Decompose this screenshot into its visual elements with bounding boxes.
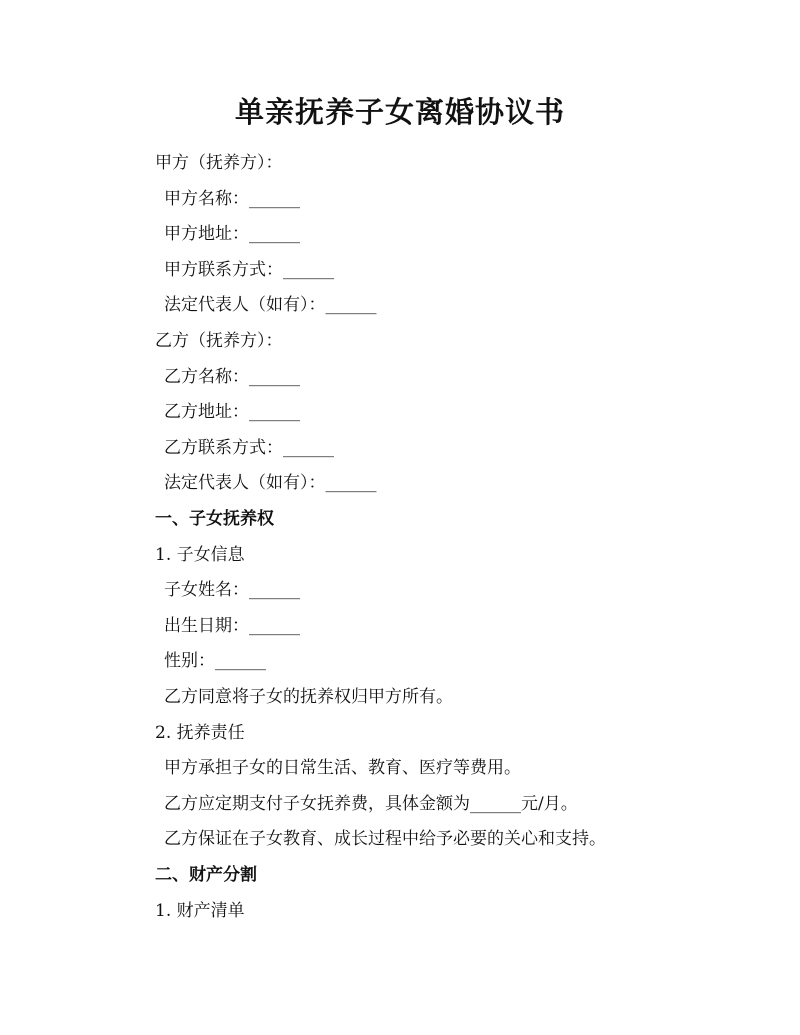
party-b-name: 乙方名称：______ [164, 367, 300, 387]
party-b-contact: 乙方联系方式：______ [164, 438, 334, 458]
custody-statement: 乙方同意将子女的抚养权归甲方所有。 [164, 687, 453, 707]
party-b-heading: 乙方（抚养方）： [155, 331, 283, 351]
party-a-name: 甲方名称：______ [164, 189, 300, 209]
party-a-address: 甲方地址：______ [164, 224, 300, 244]
section1-heading: 一、子女抚养权 [155, 509, 274, 529]
party-a-legal-rep: 法定代表人（如有）：______ [164, 295, 377, 315]
responsibility-item-1: 甲方承担子女的日常生活、教育、医疗等费用。 [164, 758, 521, 778]
section2-sub1-heading: 1. 财产清单 [155, 901, 245, 921]
responsibility-item-3: 乙方保证在子女教育、成长过程中给予必要的关心和支持。 [164, 829, 606, 849]
document-title: 单亲抚养子女离婚协议书 [234, 95, 565, 129]
section1-sub2-heading: 2. 抚养责任 [155, 723, 245, 743]
party-a-contact: 甲方联系方式：______ [164, 260, 334, 280]
child-gender: 性别：______ [164, 651, 266, 671]
child-birth-date: 出生日期：______ [164, 616, 300, 636]
section2-heading: 二、财产分割 [155, 865, 257, 885]
child-name: 子女姓名：______ [164, 580, 300, 600]
section1-sub1-heading: 1. 子女信息 [155, 545, 245, 565]
party-b-legal-rep: 法定代表人（如有）：______ [164, 473, 377, 493]
party-b-address: 乙方地址：______ [164, 402, 300, 422]
responsibility-item-2: 乙方应定期支付子女抚养费，具体金额为______元/月。 [164, 794, 578, 814]
party-a-heading: 甲方（抚养方）： [155, 153, 283, 173]
